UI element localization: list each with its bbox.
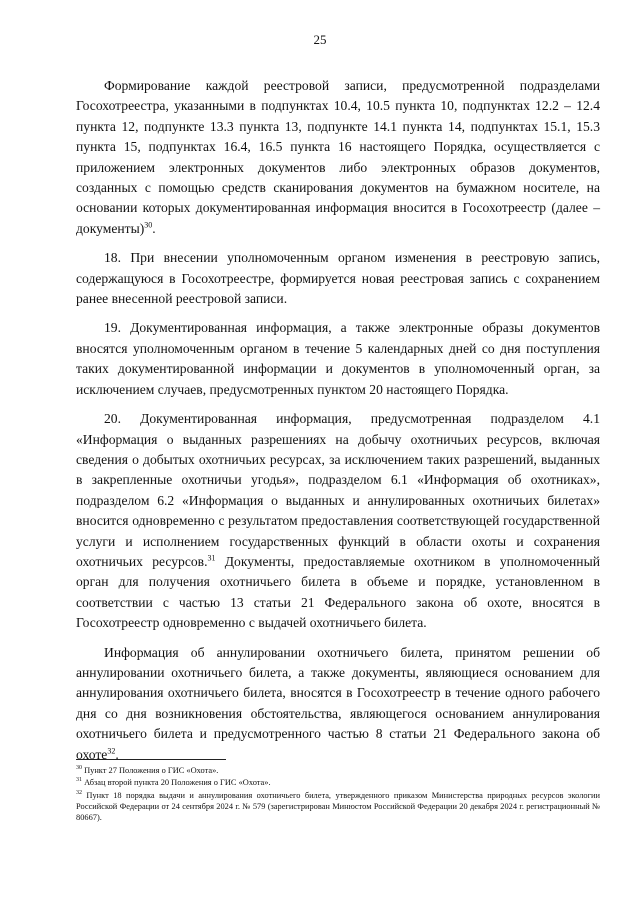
paragraph-20: 20. Документированная информация, предусмотренная подразделом 4.1 «Информация о выданных разрешениях на добычу охотничьих ресурсов, включая сведения о добытых охотничьих ресурсах, за исключением таких разрешений, выданных в закрепленные охотничьи угодья», подразделом 6.1 «Информация об охотниках», подразделом 6.2 «Информация о выданных и аннулированных охотничьих билетах» вносится одновременно с результатом предоставления соответствующей государственной услуги и исполнением государственных функций в области охоты и сохранения охотничьих ресурсов.$^{31}$ Документы, предоставляемые охотником в уполномоченный орган для получения охотничьего билета в объеме и порядке, установленном в соответствии с частью 13 статьи 21 Федерального закона об охоте, вносятся в Госохотреестр одновременно с выдачей охотничьего билета. [76, 411, 600, 631]
page-number: 25 [313, 32, 327, 47]
footnote-ref-32: 32 [107, 746, 116, 756]
footnotes [76, 765, 600, 824]
paragraph-annulment: Информация об аннулировании охотничьего билета, принятом решении об аннулировании охотничьего билета, а также документы, являющиеся основанием для аннулирования охотничьего билета, вносятся в Госохотреестр в течение одного рабочего дня со дня возникновения обстоятельства, являющегося основанием аннулирования охотничьего билета и предусмотренного частью 8 статьи 21 Федерального закона об охоте$^{32}$. [76, 644, 600, 762]
paragraph-record-formation: Формирование каждой реестровой записи, предусмотренной подразделами Госохотреестра, указанными в подпунктах 10.4, 10.5 пункта 10, подпунктах 12.2 – 12.4 пункта 12, подпункте 13.3 пункта 13, подпункте 14.1 пункта 14, подпунктах 15.1, 15.3 пункта 15, подпунктах 16.4, 16.5 пункта 16 настоящего Порядка, осуществляется с приложением электронных документов либо электронных образов документов, созданных с помощью средств сканирования документов на бумажном носителе, на основании которых документированная информация вносится в Госохотреестр (далее – документы)$^{30}$. [76, 78, 600, 236]
footnote-ref-31: 31 [207, 553, 216, 563]
paragraph-19: 19. Документированная информация, а также электронные образы документов вносятся уполномоченным органом в течение 5 календарных дней со дня поступления таких документированной информации и документов в уполномоченный орган, за исключением случаев, предусмотренных пунктом 20 настоящего Порядка. [76, 320, 600, 397]
footnote-ref-30: 30 [144, 220, 153, 230]
body-text [76, 76, 600, 765]
footnote-31: $^{31}$ Абзац второй пункта 20 Положения о ГИС «Охота». [76, 777, 271, 788]
footnote-32: $^{32}$ Пункт 18 порядка выдачи и аннулирования охотничьего билета, утвержденного приказом Министерства природных ресурсов экологии Российской Федерации от 24 сентября 2024 г. № 579 (зарегистрирован Минюстом Российской Федерации 20 декабря 2024 г. регистрационный № 80667). [76, 789, 600, 823]
paragraph-18: 18. При внесении уполномоченным органом изменения в реестровую запись, содержащуюся в Госохотреестре, формируется новая реестровая запись с сохранением ранее внесенной реестровой записи. [76, 250, 600, 307]
footnote-divider [76, 759, 226, 760]
footnote-30: $^{30}$ Пункт 27 Положения о ГИС «Охота». [76, 765, 219, 775]
